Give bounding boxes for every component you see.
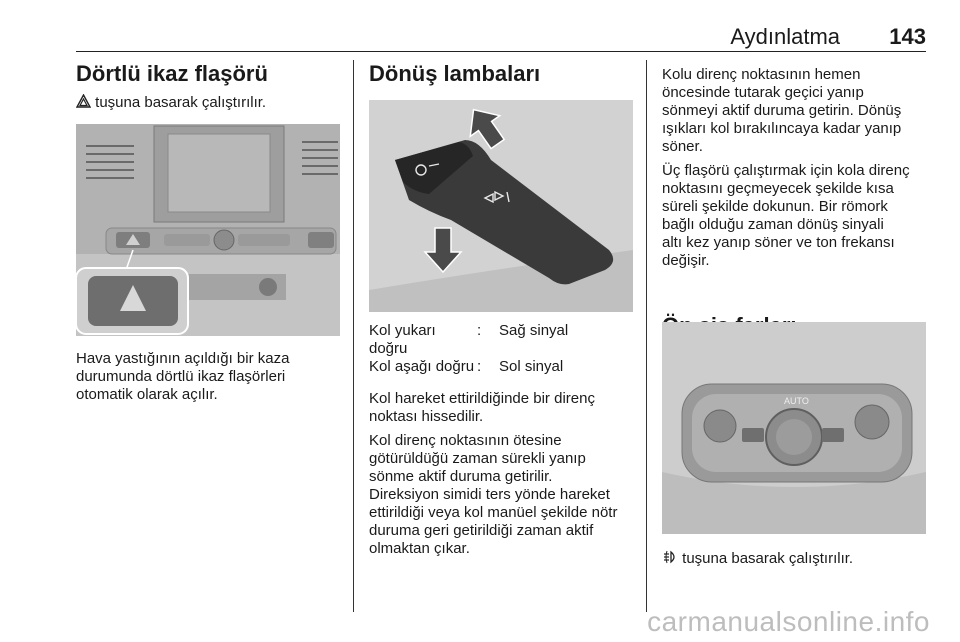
table-row bbox=[369, 322, 568, 358]
turn-lever-image bbox=[369, 100, 633, 312]
hazard-triangle-icon bbox=[76, 94, 91, 108]
turn-paragraph-2: Kol direnç noktasının ötesine götürüldüğü zaman sürekli yanıp sönme aktif duruma getirilir. Direksiyon simidi ters yönde hareket ettirildiği veya kol manüel şekilde nötr duruma geri getirildiği zaman aktif olmaktan çıkar. bbox=[369, 432, 618, 557]
table-cell-sep: : bbox=[477, 358, 482, 375]
table-cell-result: Sağ sinyal bbox=[499, 322, 569, 339]
header-rule bbox=[76, 51, 926, 52]
hazard-body-line: Hava yastığının açıldığı bir kaza bbox=[76, 350, 290, 367]
turn-paragraph-1: Kol hareket ettirildiğinde bir direnç noktası hissedilir. bbox=[369, 390, 595, 425]
hazard-body bbox=[76, 350, 340, 404]
continued-paragraph-2: Üç flaşörü çalıştırmak için kola direnç noktasını geçmeyecek şekilde kısa süreli şekilde dokunun. Bir römork bağlı olduğu zaman dönüş sinyali altı kez yanıp söner ve ton frekansı değişir. bbox=[662, 162, 910, 269]
fog-caption bbox=[662, 550, 853, 568]
fog-caption-text: tuşuna basarak çalıştırılır. bbox=[682, 550, 854, 567]
table-cell-action: Kol aşağı doğru bbox=[369, 358, 475, 375]
turn-heading: Dönüş lambaları bbox=[369, 61, 541, 86]
fog-switch-image bbox=[662, 322, 926, 534]
column-divider bbox=[646, 60, 647, 612]
page-header bbox=[76, 22, 926, 54]
hazard-intro-text: tuşuna basarak çalıştırılır. bbox=[95, 94, 267, 111]
table-cell-action: Kol yukarı doğru bbox=[369, 322, 436, 357]
section-title: Aydınlatma bbox=[730, 24, 840, 49]
hazard-heading: Dörtlü ikaz flaşörü bbox=[76, 61, 268, 86]
column-hazard bbox=[76, 60, 340, 403]
column-turn-signals bbox=[369, 60, 633, 557]
hazard-button-image bbox=[76, 124, 340, 336]
column-divider bbox=[353, 60, 354, 612]
continued-paragraph-1: Kolu direnç noktasının hemen öncesinde tutarak geçici yanıp sönmeyi aktif duruma getirin. Dönüş ışıkları kol bırakılıncaya kadar yanıp söner. bbox=[662, 66, 902, 155]
table-row bbox=[369, 358, 568, 376]
watermark: carmanualsonline.info bbox=[647, 606, 930, 637]
page-number: 143 bbox=[889, 24, 926, 49]
auto-label: AUTO bbox=[784, 396, 809, 406]
hazard-intro bbox=[76, 94, 340, 112]
front-fog-light-icon bbox=[662, 550, 678, 564]
hazard-body-line: otomatik olarak açılır. bbox=[76, 386, 218, 403]
table-cell-sep: : bbox=[477, 322, 482, 339]
turn-signal-table bbox=[369, 322, 568, 376]
table-cell-result: Sol sinyal bbox=[499, 358, 564, 375]
hazard-body-line: durumunda dörtlü ikaz flaşörleri bbox=[76, 368, 286, 385]
